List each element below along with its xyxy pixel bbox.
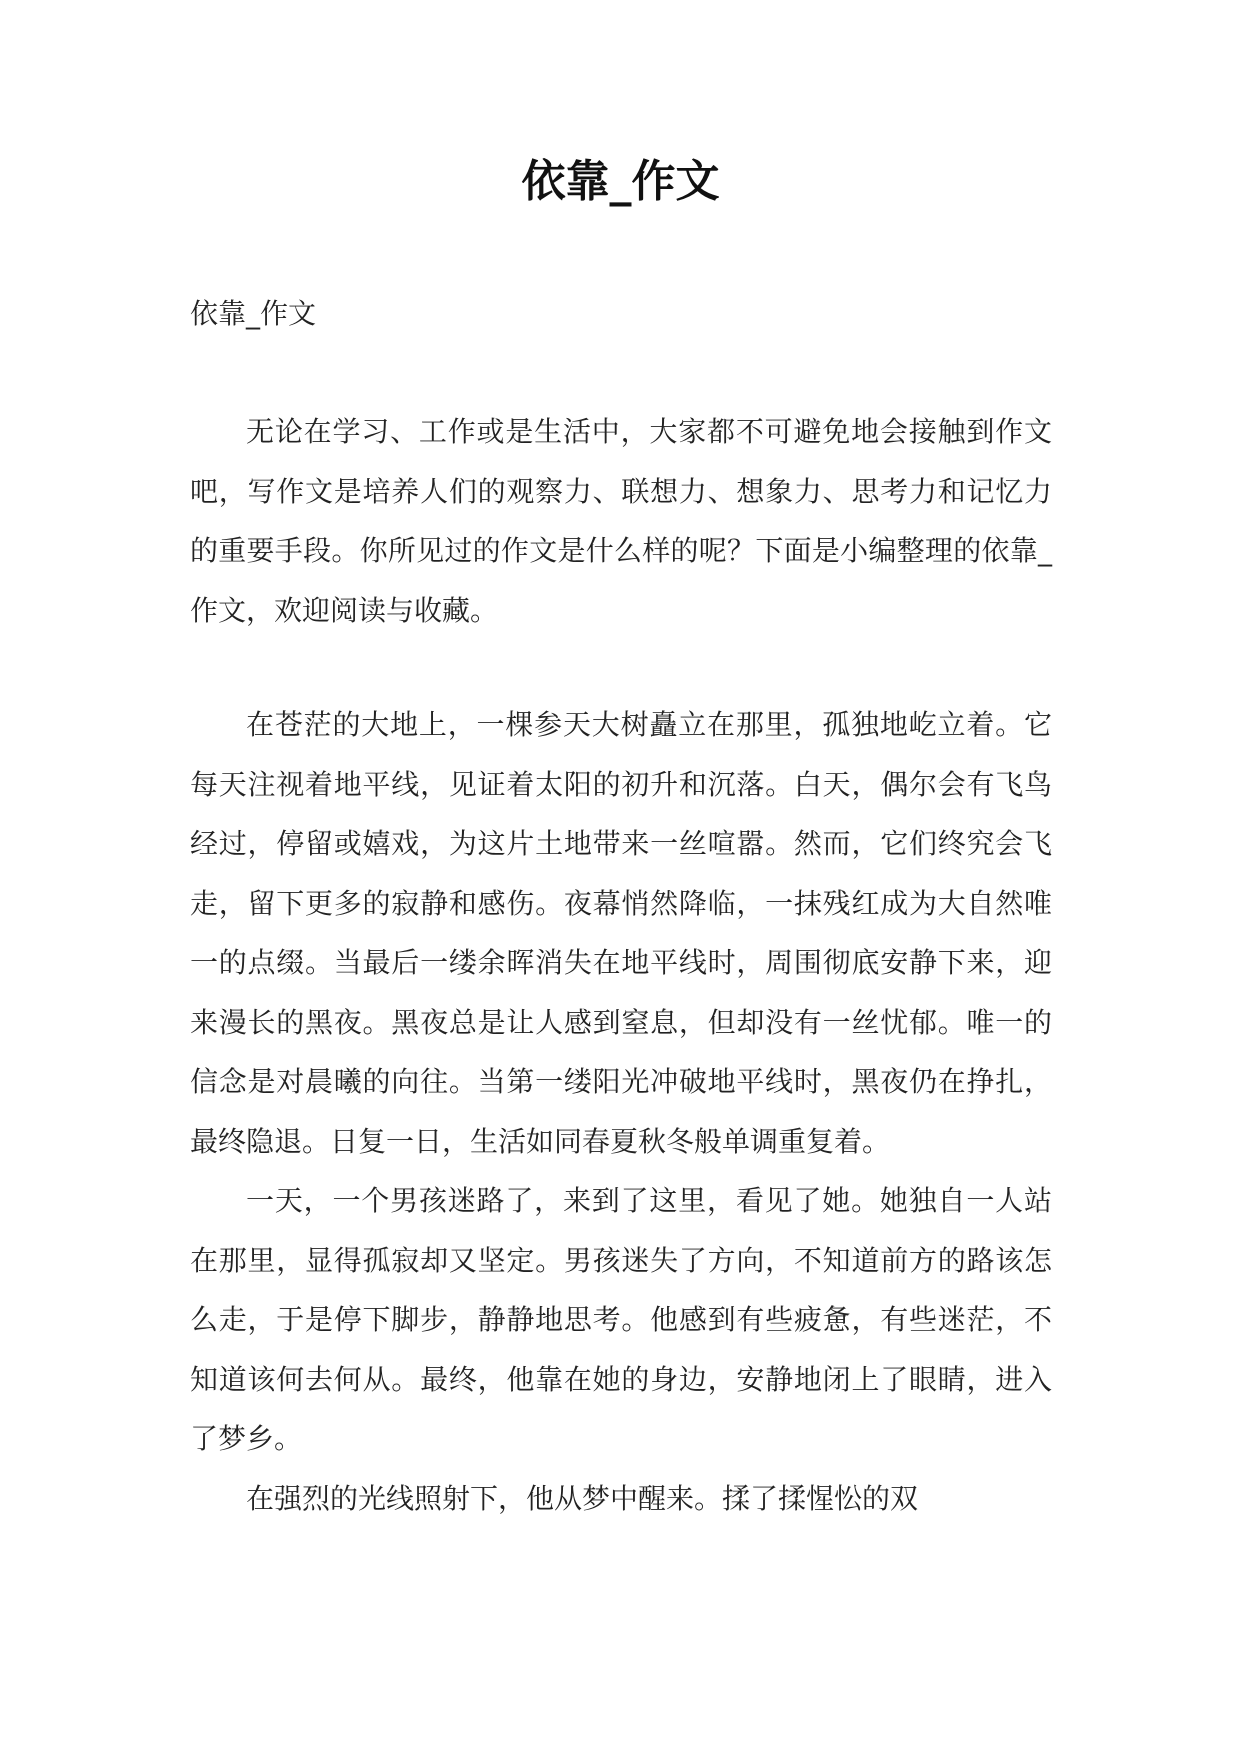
- intro-section: [190, 402, 1052, 640]
- intro-paragraph: 无论在学习、工作或是生活中，大家都不可避免地会接触到作文吧，写作文是培养人们的观察力、联想力、想象力、思考力和记忆力的重要手段。你所见过的作文是什么样的呢？下面是小编整理的依靠_作文，欢迎阅读与收藏。: [190, 415, 1052, 627]
- document-subtitle: 依靠_作文: [190, 297, 317, 330]
- story-paragraph-3: 在强烈的光线照射下，他从梦中醒来。揉了揉惺忪的双: [246, 1481, 919, 1515]
- document-title: 依靠_作文: [521, 156, 720, 207]
- story-paragraph-1: 在苍茫的大地上，一棵参天大树矗立在那里，孤独地屹立着。它每天注视着地平线，见证着太阳的初升和沉落。白天，偶尔会有飞鸟经过，停留或嬉戏，为这片土地带来一丝喧嚣。然而，它们终究会飞走，留下更多的寂静和感伤。夜幕悄然降临，一抹残红成为大自然唯一的点缀。当最后一缕余晖消失在地平线时，周围彻底安静下来，迎来漫长的黑夜。黑夜总是让人感到窒息，但却没有一丝忧郁。唯一的信念是对晨曦的向往。当第一缕阳光冲破地平线时，黑夜仍在挣扎，最终隐退。日复一日，生活如同春夏秋冬般单调重复着。: [190, 708, 1052, 1158]
- story-paragraph-2: 一天，一个男孩迷路了，来到了这里，看见了她。她独自一人站在那里，显得孤寂却又坚定。男孩迷失了方向，不知道前方的路该怎么走，于是停下脚步，静静地思考。他感到有些疲惫，有些迷茫，不知道该何去何从。最终，他靠在她的身边，安静地闭上了眼睛，进入了梦乡。: [190, 1184, 1052, 1455]
- story-section: [190, 695, 1052, 1528]
